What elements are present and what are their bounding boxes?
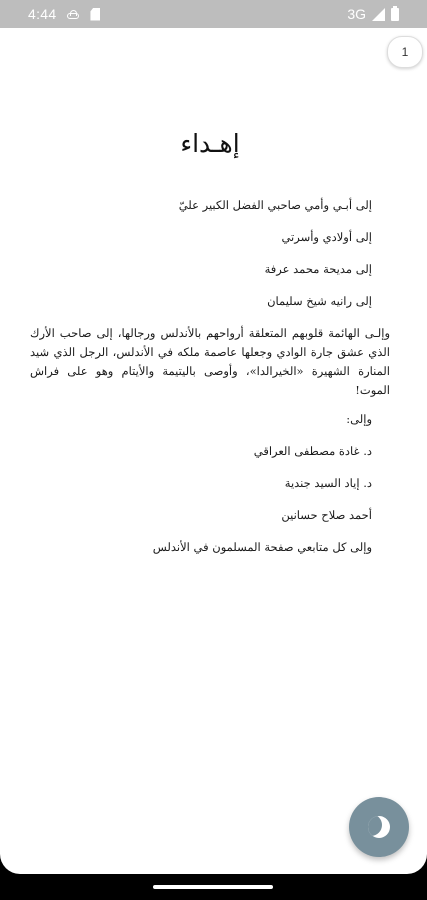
status-time: 4:44: [28, 6, 57, 22]
dedication-line: إلى أولادي وأسرتي: [281, 230, 372, 244]
sd-card-icon: [90, 8, 100, 21]
battery-icon: [391, 8, 399, 21]
moon-icon: [368, 816, 390, 838]
home-handle[interactable]: [153, 885, 273, 889]
night-mode-button[interactable]: [349, 797, 409, 857]
screen-corner-left: [0, 854, 20, 874]
dedication-line: وإلى كل متابعي صفحة المسلمون في الأندلس: [152, 540, 372, 554]
dedication-line: د. إياد السيد جندية: [284, 476, 372, 490]
status-bar: [0, 0, 427, 28]
page-number: 1: [401, 45, 409, 59]
dedication-line: وإلى:: [346, 412, 372, 426]
status-left: [28, 6, 100, 22]
dedication-line: أحمد صلاح حسانين: [281, 508, 372, 522]
dedication-line: د. غادة مصطفى العراقي: [253, 444, 372, 458]
dedication-paragraph: وإلـى الهائمة قلوبهم المتعلقة أرواحهم بالأندلس ورجالها، إلى صاحب الأرك الذي عشق جارة الوادي وجعلها عاصمة ملكه في الأندلس، الرجل الذي شيد المنارة الشهيرة «الخيرالدا»، وأوصى باليتيمة والأيتام وهو على فراش الموت!: [30, 326, 390, 397]
status-right: [347, 6, 399, 22]
dedication-line: إلى رانيه شيخ سليمان: [267, 294, 372, 308]
dedication-line: إلى أبـي وأمي صاحبي الفضل الكبير عليّ: [178, 198, 372, 212]
navigation-bar: [0, 874, 427, 900]
page-number-badge[interactable]: [387, 36, 423, 68]
signal-icon: [372, 8, 385, 21]
dedication-line: إلى مديحة محمد عرفة: [264, 262, 372, 276]
screen-corner-right: [407, 854, 427, 874]
dedication-content: [30, 120, 390, 570]
cloud-icon: [66, 10, 80, 19]
page-title: إهـداء: [180, 129, 240, 158]
network-type: 3G: [347, 6, 366, 22]
